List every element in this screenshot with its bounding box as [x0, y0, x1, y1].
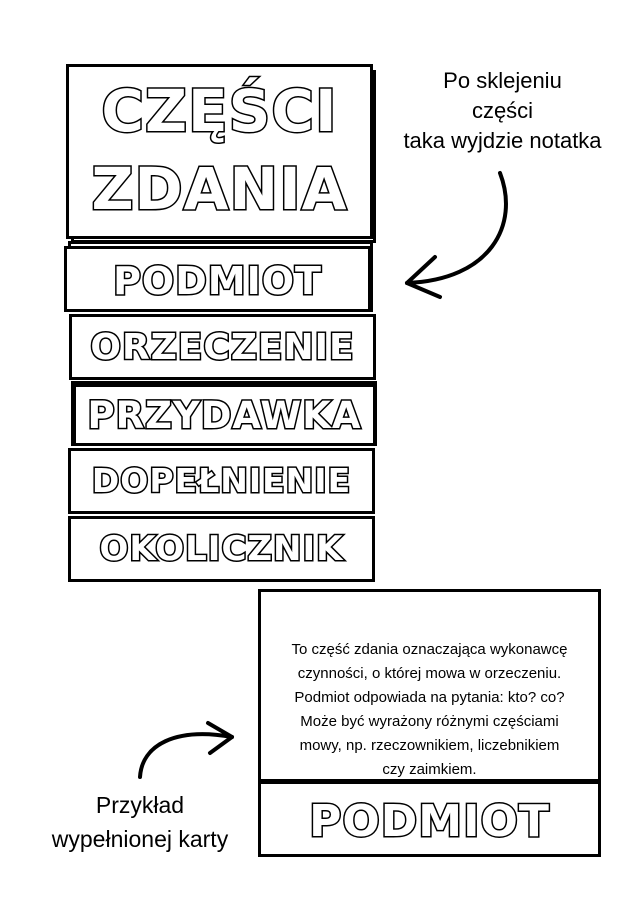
strip-label: DOPEŁNIENIE: [91, 461, 352, 500]
strip-podmiot: [64, 246, 371, 312]
note-top-line-3: taka wyjdzie notatka: [403, 128, 602, 153]
strip-label: PRZYDAWKA: [87, 394, 362, 437]
note-top-line-2: części: [471, 98, 534, 123]
definition-text: [267, 638, 592, 782]
strip-label: PODMIOT: [113, 259, 322, 303]
example-definition-card: [258, 589, 601, 782]
strip-dopelnienie: [68, 448, 375, 514]
definition-line: Może być wyrażony różnymi częściami: [300, 713, 559, 730]
strip-orzeczenie: [69, 314, 376, 380]
definition-line: Podmiot odpowiada na pytania: kto? co?: [294, 689, 565, 706]
note-bottom: [20, 788, 260, 856]
note-top: [380, 66, 625, 156]
note-bottom-line-1: Przykład: [95, 792, 185, 818]
title-line-1: CZĘŚCI: [101, 77, 338, 145]
definition-line: czy zaimkiem.: [382, 761, 477, 778]
curved-arrow-icon: [130, 715, 240, 785]
definition-line: To część zdania oznaczająca wykonawcę: [291, 641, 568, 658]
note-bottom-line-2: wypełnionej karty: [51, 826, 229, 852]
strip-label: ORZECZENIE: [90, 327, 355, 368]
strip-label: OKOLICZNIK: [99, 529, 344, 569]
example-label-card: [258, 781, 601, 857]
definition-line: czynności, o której mowa w orzeczeniu.: [297, 665, 562, 682]
example-label: PODMIOT: [309, 796, 550, 847]
title-line-2: ZDANIA: [91, 155, 348, 223]
definition-line: mowy, np. rzeczownikiem, liczebnikiem: [299, 737, 560, 754]
curved-arrow-icon: [395, 165, 535, 305]
strip-przydawka: [73, 384, 376, 446]
note-top-line-1: Po sklejeniu: [443, 68, 562, 93]
strip-okolicznik: [68, 516, 375, 582]
title-card: [66, 64, 373, 239]
